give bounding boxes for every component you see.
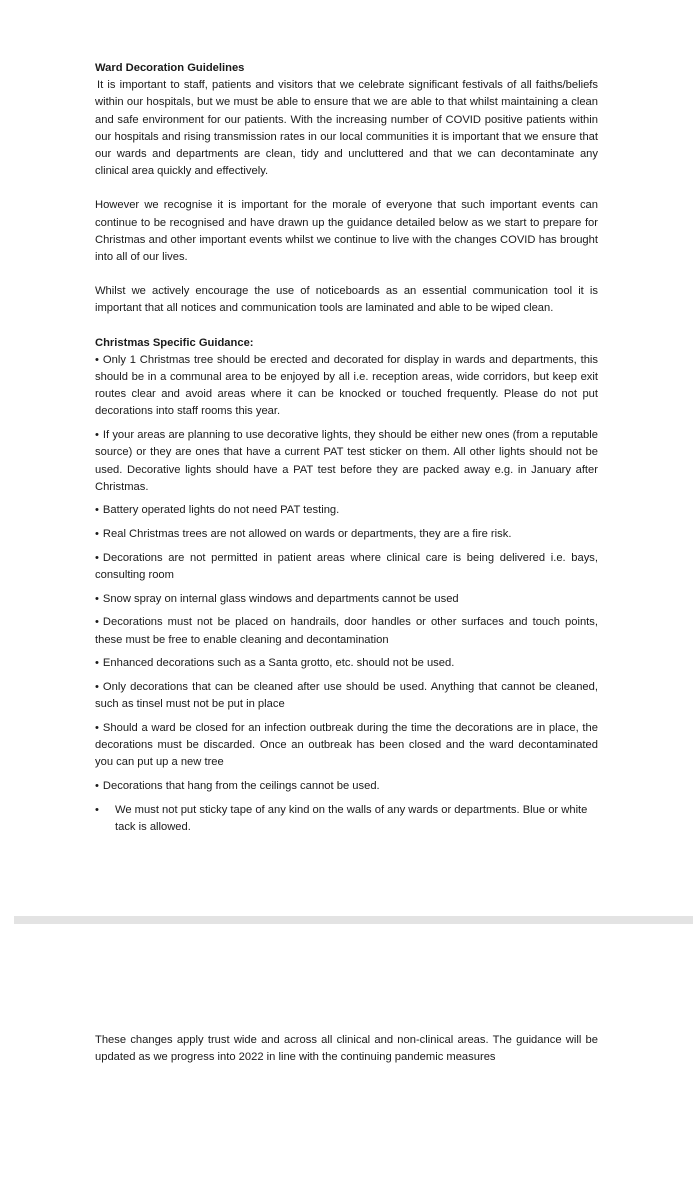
list-item (95, 655, 598, 672)
page-1-content (95, 60, 598, 836)
list-item (95, 502, 598, 519)
bullet-icon: • (95, 780, 99, 793)
document-title: Ward Decoration Guidelines (95, 62, 245, 74)
list-item (95, 802, 598, 836)
sticky-tape-list (95, 802, 598, 836)
intro-paragraph: It is important to staff, patients and visitors that we celebrate significant festivals of all faiths/beliefs within our hospitals, but we must be able to ensure that we are able to that whilst maintaining a clean and safe environment for our patients. With the increasing number of COVID positive patients within our hospitals and rising transmission rates in our local communities it is important that we ensure that our wards and departments are clean, tidy and uncluttered and that we can decontaminate any clinical area quickly and effectively. (95, 79, 598, 178)
list-item-text: Battery operated lights do not need PAT testing. (102, 504, 340, 517)
bullet-icon: • (95, 551, 99, 564)
closing-paragraph: These changes apply trust wide and across all clinical and non-clinical areas. The guidance will be updated as we progress into 2022 in line with the continuing pandemic measures (95, 1034, 598, 1064)
list-item (95, 679, 598, 713)
list-item-text: If your areas are planning to use decorative lights, they should be either new ones (from a reputable source) or they are ones that have a current PAT test sticker on them. All other lights should not be used. Decorative lights should have a PAT test before they are packed away e.g. in January after Christmas. (95, 429, 598, 493)
bullet-icon: • (95, 353, 99, 366)
noticeboard-paragraph: Whilst we actively encourage the use of noticeboards as an essential communication tool it is important that all notices and communication tools are laminated and able to be wiped clean. (95, 285, 598, 315)
list-item-text: Snow spray on internal glass windows and departments cannot be used (102, 592, 459, 605)
bullet-icon: • (95, 504, 99, 517)
list-item-text: Enhanced decorations such as a Santa grotto, etc. should not be used. (102, 657, 455, 670)
bullet-icon: • (95, 429, 99, 442)
list-item-text: Should a ward be closed for an infection outbreak during the time the decorations are in place, the decorations must be discarded. Once an outbreak has been closed and the ward decontaminated you can put up a new tree (95, 722, 598, 769)
bullet-icon: • (95, 722, 99, 734)
bullet-icon: • (95, 616, 99, 629)
list-item (95, 427, 598, 496)
page-2-content (95, 1032, 598, 1066)
bullet-icon: • (95, 528, 99, 541)
list-item-text: We must not put sticky tape of any kind on the walls of any wards or departments. Blue or white tack is allowed. (115, 803, 588, 834)
section-heading: Christmas Specific Guidance: (95, 336, 254, 349)
bullet-icon: • (95, 592, 99, 605)
list-item (95, 352, 598, 421)
guidance-list (95, 352, 598, 795)
page-separator (14, 916, 693, 924)
list-item (95, 591, 598, 608)
list-item (95, 778, 598, 795)
list-item-text: Only decorations that can be cleaned after use should be used. Anything that cannot be cleaned, such as tinsel must not be put in place (95, 681, 598, 711)
list-item (95, 526, 598, 543)
list-item (95, 614, 598, 648)
list-item (95, 720, 598, 772)
bullet-icon: • (95, 803, 99, 816)
morale-paragraph: However we recognise it is important for the morale of everyone that such important events can continue to be recognised and have drawn up the guidance detailed below as we start to prepare for Christmas and other important events whilst we continue to live with the changes COVID has brought into all of our lives. (95, 199, 598, 264)
list-item-text: Decorations must not be placed on handrails, door handles or other surfaces and touch points, these must be free to enable cleaning and decontamination (95, 616, 598, 646)
bullet-icon: • (95, 657, 99, 670)
bullet-icon: • (95, 681, 99, 694)
list-item-text: Decorations are not permitted in patient areas where clinical care is being delivered i.e. bays, consulting room (95, 551, 598, 582)
list-item-text: Only 1 Christmas tree should be erected and decorated for display in wards and departments, this should be in a communal area to be enjoyed by all i.e. reception areas, wide corridors, but keep exit routes clear and avoid areas where it can be knocked or touched frequently. Please do not put decorations into staff rooms this year. (95, 353, 598, 418)
list-item (95, 550, 598, 584)
document-page-2 (0, 924, 693, 1200)
list-item-text: Real Christmas trees are not allowed on wards or departments, they are a fire risk. (102, 528, 512, 541)
list-item-text: Decorations that hang from the ceilings cannot be used. (102, 780, 380, 793)
